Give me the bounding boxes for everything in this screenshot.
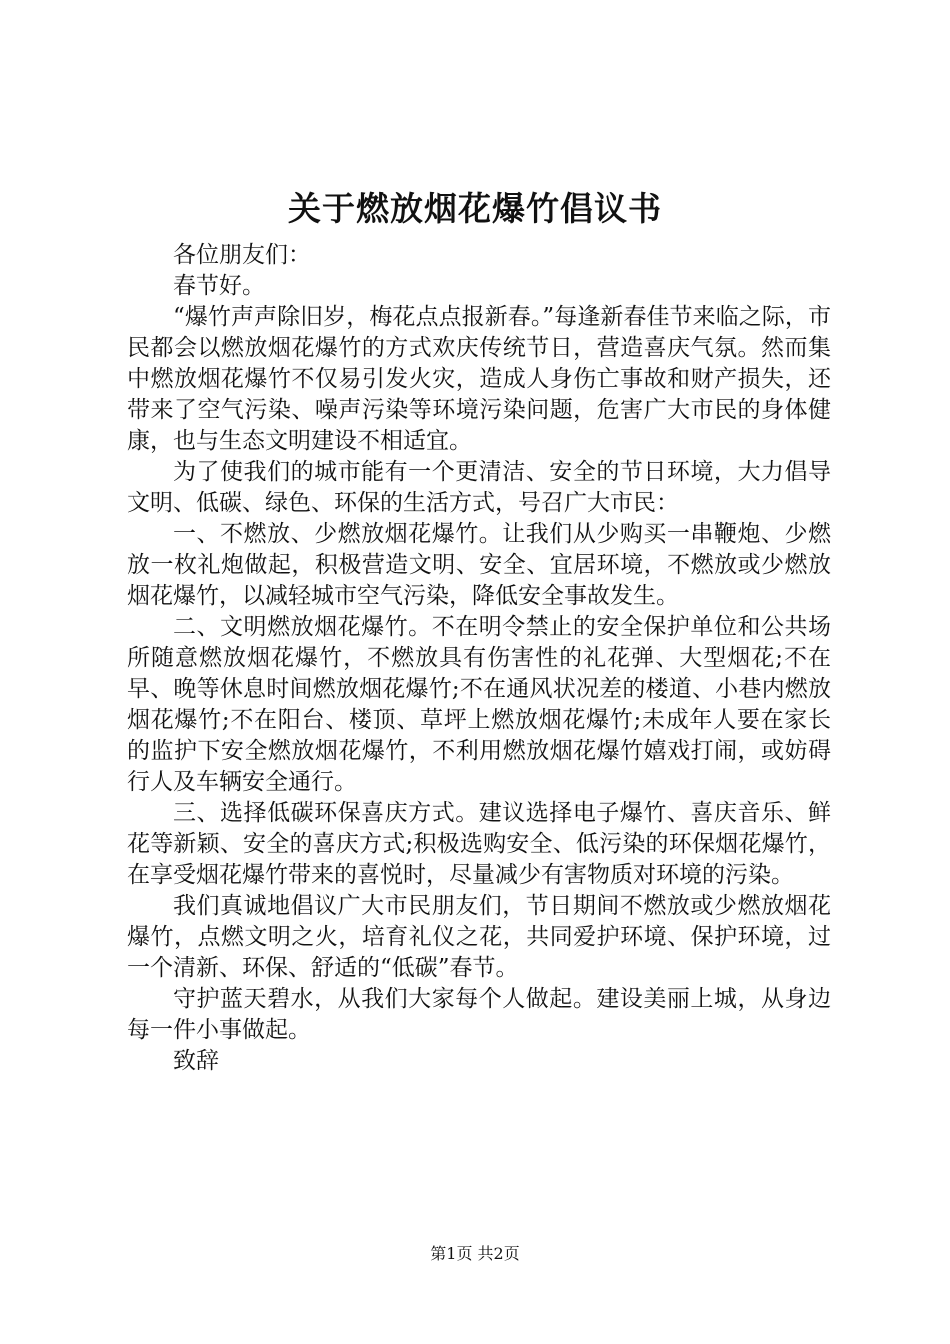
greeting: 春节好。	[173, 273, 265, 299]
paragraph-call: 为了使我们的城市能有一个更清洁、安全的节日环境，大力倡导文明、低碳、绿色、环保的生活方式，号召广大市民：	[127, 459, 831, 516]
paragraph-point-2: 二、文明燃放烟花爆竹。不在明令禁止的安全保护单位和公共场所随意燃放烟花爆竹，不燃放具有伤害性的礼花弹、大型烟花;不在早、晚等休息时间燃放烟花爆竹;不在通风状况差的楼道、小巷内燃放烟花爆竹;不在阳台、楼顶、草坪上燃放烟花爆竹;未成年人要在家长的监护下安全燃放烟花爆竹，不利用燃放烟花爆竹嬉戏打闹，或妨碍行人及车辆安全通行。	[127, 614, 831, 795]
paragraph-point-1: 一、不燃放、少燃放烟花爆竹。让我们从少购买一串鞭炮、少燃放一枚礼炮做起，积极营造文明、安全、宜居环境，不燃放或少燃放烟花爆竹，以减轻城市空气污染，降低安全事故发生。	[127, 521, 831, 609]
page-footer: 第1页 共2页	[430, 1244, 520, 1263]
salutation: 各位朋友们：	[173, 242, 311, 268]
paragraph-appeal: 我们真诚地倡议广大市民朋友们，节日期间不燃放或少燃放烟花爆竹，点燃文明之火，培育礼仪之花，共同爱护环境、保护环境，过一个清新、环保、舒适的“低碳”春节。	[127, 893, 831, 981]
paragraph-conclusion: 守护蓝天碧水，从我们大家每个人做起。建设美丽上城，从身边每一件小事做起。	[127, 986, 831, 1043]
document-body	[127, 240, 831, 1077]
paragraph-point-3: 三、选择低碳环保喜庆方式。建议选择电子爆竹、喜庆音乐、鲜花等新颖、安全的喜庆方式;积极选购安全、低污染的环保烟花爆竹，在享受烟花爆竹带来的喜悦时，尽量减少有害物质对环境的污染。	[127, 800, 831, 888]
closing: 致辞	[173, 1048, 219, 1074]
paragraph-intro: “爆竹声声除旧岁，梅花点点报新春。”每逢新春佳节来临之际，市民都会以燃放烟花爆竹的方式欢庆传统节日，营造喜庆气氛。然而集中燃放烟花爆竹不仅易引发火灾，造成人身伤亡事故和财产损失，还带来了空气污染、噪声污染等环境污染问题，危害广大市民的身体健康，也与生态文明建设不相适宜。	[127, 304, 831, 454]
document-title: 关于燃放烟花爆竹倡议书	[288, 189, 662, 228]
